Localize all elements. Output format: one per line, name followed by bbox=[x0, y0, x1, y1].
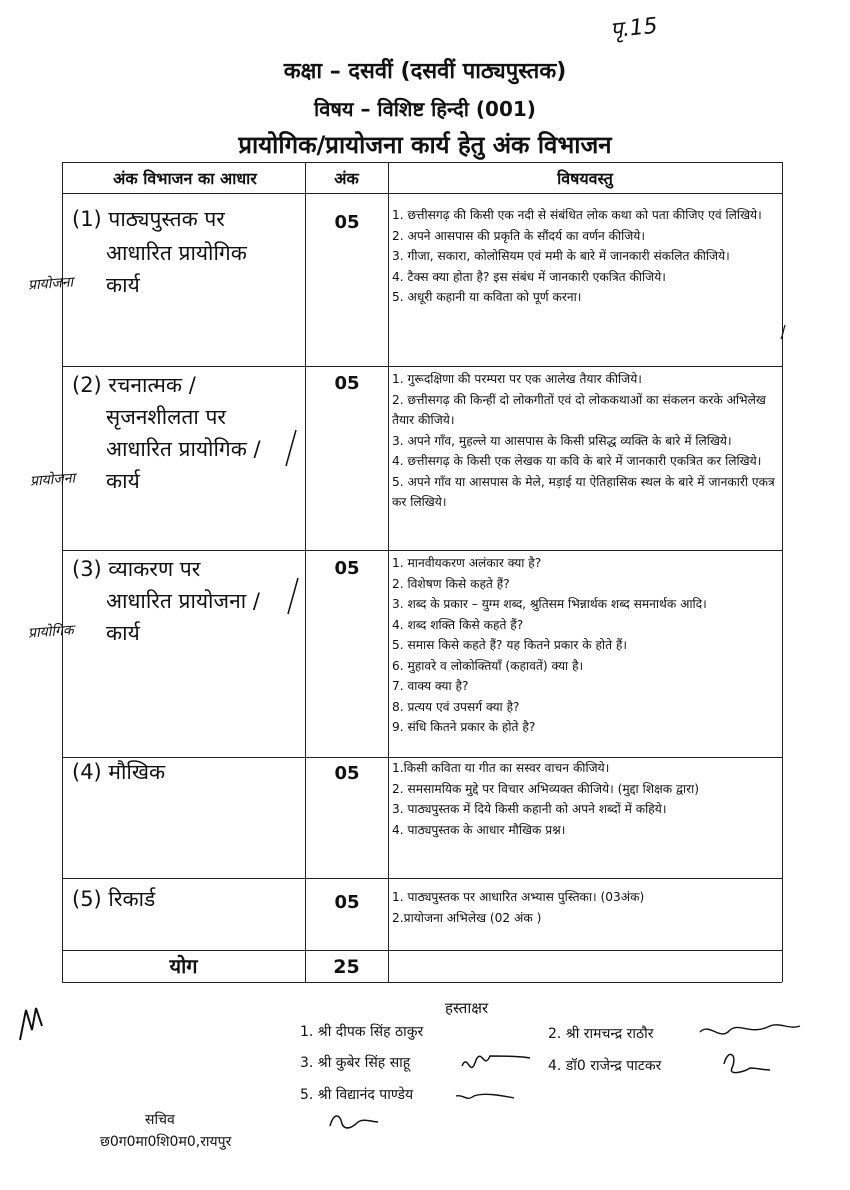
list-item: 2. छत्तीसगढ़ की किन्हीं दो लोकगीतों एवं दो लोककथाओं का संकलन करके अभिलेख तैयार कीजिये। bbox=[392, 392, 766, 427]
list-item: 3. गीजा, सकारा, कोलोसियम एवं ममी के बारे में जानकारी संकलित कीजिये। bbox=[392, 249, 730, 263]
total-marks: 25 bbox=[333, 956, 360, 978]
row-basis-line: (1) पाठ्यपुस्तक पर bbox=[72, 207, 225, 231]
row-marks: 05 bbox=[334, 373, 360, 394]
list-item: 5. अपने गाँव या आसपास के मेले, मड़ाई या ऐतिहासिक स्थल के बारे में जानकारी एकत्र कर लिखिये। bbox=[392, 474, 775, 509]
row-marks: 05 bbox=[334, 892, 360, 913]
list-item: 2. विशेषण किसे कहते हैं? bbox=[392, 576, 510, 591]
list-item: 4. टैक्स क्या होता है? इस संबंध में जानकारी एकत्रित कीजिये। bbox=[392, 269, 666, 284]
signature-name: 3. श्री कुबेर सिंह साहू bbox=[300, 1055, 411, 1071]
list-item: 3. पाठ्यपुस्तक में दिये किसी कहानी को अपने शब्दों में कहिये। bbox=[392, 802, 667, 816]
list-item: 1. गुरूदक्षिणा की परम्परा पर एक आलेख तैयार कीजिये। bbox=[392, 372, 642, 386]
list-item: 8. प्रत्यय एवं उपसर्ग क्या है? bbox=[392, 699, 520, 714]
total-label: योग bbox=[169, 954, 198, 978]
column-header-content: विषयवस्तु bbox=[557, 169, 613, 188]
list-item: 5. अधूरी कहानी या कविता को पूर्ण करना। bbox=[392, 290, 582, 304]
row-basis-line: कार्य bbox=[106, 273, 140, 297]
list-item: 4. छत्तीसगढ़ के किसी एक लेखक या कवि के बारे में जानकारी एकत्रित कर लिखिये। bbox=[392, 454, 762, 468]
row-basis-line: आधारित प्रायोगिक bbox=[106, 241, 247, 265]
column-header-marks: अंक bbox=[334, 169, 359, 188]
row-marks: 05 bbox=[334, 763, 360, 784]
row-basis-line: कार्य bbox=[106, 469, 140, 493]
subject-title: विषय – विशिष्ट हिन्दी (001) bbox=[314, 97, 536, 121]
row-basis-line: (3) व्याकरण पर bbox=[72, 557, 201, 581]
list-item: 1. छत्तीसगढ़ की किसी एक नदी से संबंधित लोक कथा को पता कीजिए एवं लिखिये। bbox=[392, 208, 762, 222]
list-item: 5. समास किसे कहते हैं? यह कितने प्रकार के होते हैं। bbox=[392, 638, 627, 652]
row-marks: 05 bbox=[334, 212, 360, 233]
row-basis-line: (2) रचनात्मक / bbox=[72, 373, 196, 397]
secretary-office: छ0ग0मा0शि0म0,रायपुर bbox=[100, 1134, 232, 1150]
signature-name: 4. डॉ0 राजेन्द्र पाटकर bbox=[548, 1058, 662, 1074]
row-basis-line: कार्य bbox=[106, 621, 140, 645]
list-item: 3. अपने गाँव, मुहल्ले या आसपास के किसी प्रसिद्ध व्यक्ति के बारे में लिखिये। bbox=[392, 433, 732, 448]
signatures-heading: हस्ताक्षर bbox=[445, 999, 489, 1017]
list-item: 1. मानवीयकरण अलंकार क्या है? bbox=[392, 556, 542, 570]
handwritten-annotation: प्रायोजना bbox=[27, 274, 74, 294]
list-item: 2.प्रायोजना अभिलेख (02 अंक ) bbox=[392, 910, 542, 925]
list-item: 6. मुहावरे व लोकोक्तियाँ (कहावतें) क्या है। bbox=[392, 658, 584, 673]
row-basis-line: सृजनशीलता पर bbox=[106, 405, 226, 429]
list-item: 1.किसी कविता या गीत का सस्वर वाचन कीजिये। bbox=[392, 761, 610, 775]
list-item: 3. शब्द के प्रकार – युग्म शब्द, श्रुतिसम भिन्नार्थक शब्द समनार्थक आदि। bbox=[392, 597, 707, 611]
secretary-title: सचिव bbox=[145, 1112, 175, 1128]
list-item: 7. वाक्य क्या है? bbox=[392, 679, 469, 693]
row-basis-line: (5) रिकार्ड bbox=[72, 887, 156, 911]
handwritten-annotation: प्रायोजना bbox=[29, 470, 76, 490]
document-title: प्रायोगिक/प्रायोजना कार्य हेतु अंक विभाजन bbox=[238, 131, 612, 159]
signature-name: 5. श्री विद्यानंद पाण्डेय bbox=[300, 1087, 414, 1103]
list-item: 4. शब्द शक्ति किसे कहते हैं? bbox=[392, 617, 524, 632]
row-basis-line: आधारित प्रायोगिक / bbox=[106, 437, 261, 461]
handwritten-annotation: प्रायोगिक bbox=[27, 622, 75, 642]
column-header-basis: अंक विभाजन का आधार bbox=[113, 169, 257, 188]
row-basis-line: (4) मौखिक bbox=[72, 760, 166, 784]
signature-name: 1. श्री दीपक सिंह ठाकुर bbox=[300, 1024, 424, 1040]
handwritten-page-note: पृ.15 bbox=[608, 13, 659, 44]
list-item: 9. संधि कितने प्रकार के होते है? bbox=[392, 720, 536, 734]
list-item: 2. समसामयिक मुद्दे पर विचार अभिव्यक्त कीजिये। (मुद्दा शिक्षक द्वारा) bbox=[392, 781, 700, 796]
list-item: 4. पाठ्यपुस्तक के आधार मौखिक प्रश्न। bbox=[392, 822, 566, 837]
row-marks: 05 bbox=[334, 558, 360, 579]
signature-name: 2. श्री रामचन्द्र राठौर bbox=[548, 1026, 654, 1042]
list-item: 1. पाठ्यपुस्तक पर आधारित अभ्यास पुस्तिका। (03अंक) bbox=[392, 890, 645, 904]
list-item: 2. अपने आसपास की प्रकृति के सौंदर्य का वर्णन कीजिये। bbox=[392, 228, 645, 243]
row-basis-line: आधारित प्रायोजना / bbox=[106, 589, 260, 613]
class-title: कक्षा – दसवीं (दसवीं पाठ्यपुस्तक) bbox=[283, 59, 567, 84]
